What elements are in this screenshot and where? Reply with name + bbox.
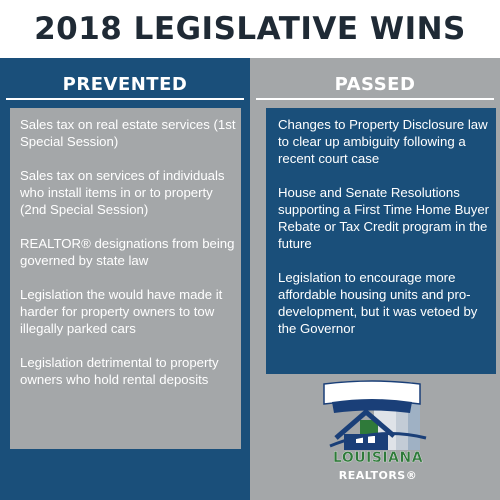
logo-banner bbox=[322, 380, 422, 414]
list-item: REALTOR® designations from being governed by state law bbox=[20, 236, 235, 268]
prevented-heading: PREVENTED bbox=[62, 73, 188, 95]
louisiana-realtors-logo bbox=[322, 380, 434, 492]
passed-divider bbox=[256, 98, 494, 100]
list-item: House and Senate Resolutions supporting a First Time Home Buyer Rebate or Tax Credit program in the future bbox=[278, 185, 490, 251]
list-item: Legislation the would have made it harder for property owners to tow illegally parked cars bbox=[20, 287, 223, 336]
list-item: Sales tax on services of individuals who install items in or to property (2nd Special Session) bbox=[20, 168, 225, 217]
prevented-list bbox=[10, 108, 241, 449]
prevented-divider bbox=[6, 98, 244, 100]
list-item: Legislation detrimental to property owners who hold rental deposits bbox=[20, 355, 219, 387]
list-item: Legislation to encourage more affordable housing units and pro-development, but it was vetoed by the Governor bbox=[278, 270, 478, 336]
list-item: Changes to Property Disclosure law to clear up ambiguity following a recent court case bbox=[278, 117, 488, 166]
passed-heading: PASSED bbox=[334, 73, 416, 95]
passed-list bbox=[266, 108, 496, 374]
logo-name: LOUISIANA bbox=[332, 450, 424, 466]
logo-subtitle: REALTORS® bbox=[338, 469, 418, 482]
list-item: Sales tax on real estate services (1st Special Session) bbox=[20, 117, 236, 149]
page-title: 2018 LEGISLATIVE WINS bbox=[34, 11, 466, 47]
